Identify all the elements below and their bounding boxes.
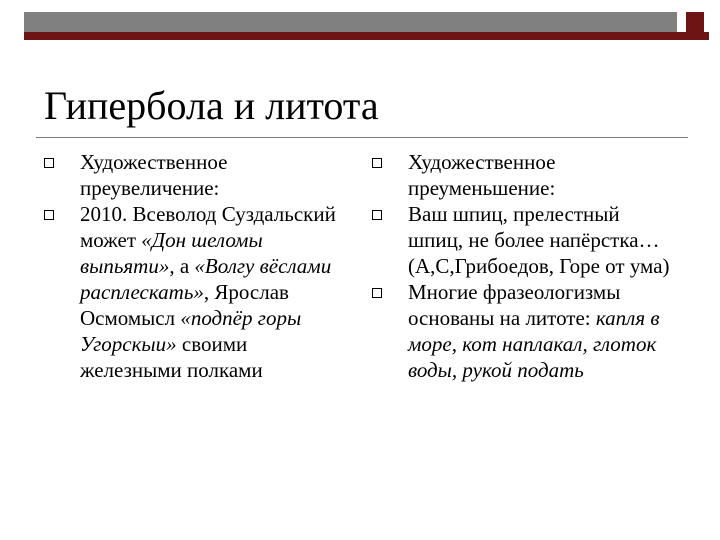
left-item-1-text: Художественное преувеличение: [80,150,228,200]
right-item-3-part-1: Многие фразеологизмы основаны на литоте: [408,280,621,330]
left-item-2-quote-3: «подпёр горы Угорскыи» [80,306,302,356]
header-decoration-red-square [686,12,704,32]
hollow-square-bullet-icon [372,158,382,168]
right-item-1-text: Художественное преуменьшение: [408,150,556,200]
right-column-list [372,149,672,383]
header-decoration-red-bar [24,32,709,40]
list-item [372,149,672,201]
header-decoration-grey-bar [24,12,677,32]
right-item-3-examples: капля в море, кот наплакал, глоток воды, рукой подать [408,306,660,382]
list-item [372,201,672,279]
title-divider [36,137,688,138]
left-item-2-part-4: своими железными полками [80,332,263,382]
header-decoration-gap [677,12,686,32]
slide-title: Гипербола и литота [44,83,379,128]
hollow-square-bullet-icon [372,288,382,298]
hollow-square-bullet-icon [44,210,54,220]
right-item-2-text: Ваш шпиц, прелестный шпиц, не более напёрстка… (А,С,Грибоедов, Горе от ума) [408,202,670,278]
list-item [44,149,354,201]
left-item-2-part-1: 2010. Всеволод Суздальский может [80,202,336,252]
left-column-list [44,149,354,383]
left-item-2-text [80,201,354,383]
right-item-3-text [408,279,672,383]
left-item-2-part-2: , а [169,254,195,278]
left-item-2-quote-1: «Дон шеломы выпьяти» [80,228,263,278]
left-item-2-quote-2: «Волгу вёслами расплескать» [80,254,332,304]
list-item [372,279,672,383]
hollow-square-bullet-icon [44,158,54,168]
list-item [44,201,354,383]
left-item-2-part-3: , Ярослав Осмомысл [80,280,289,330]
hollow-square-bullet-icon [372,210,382,220]
